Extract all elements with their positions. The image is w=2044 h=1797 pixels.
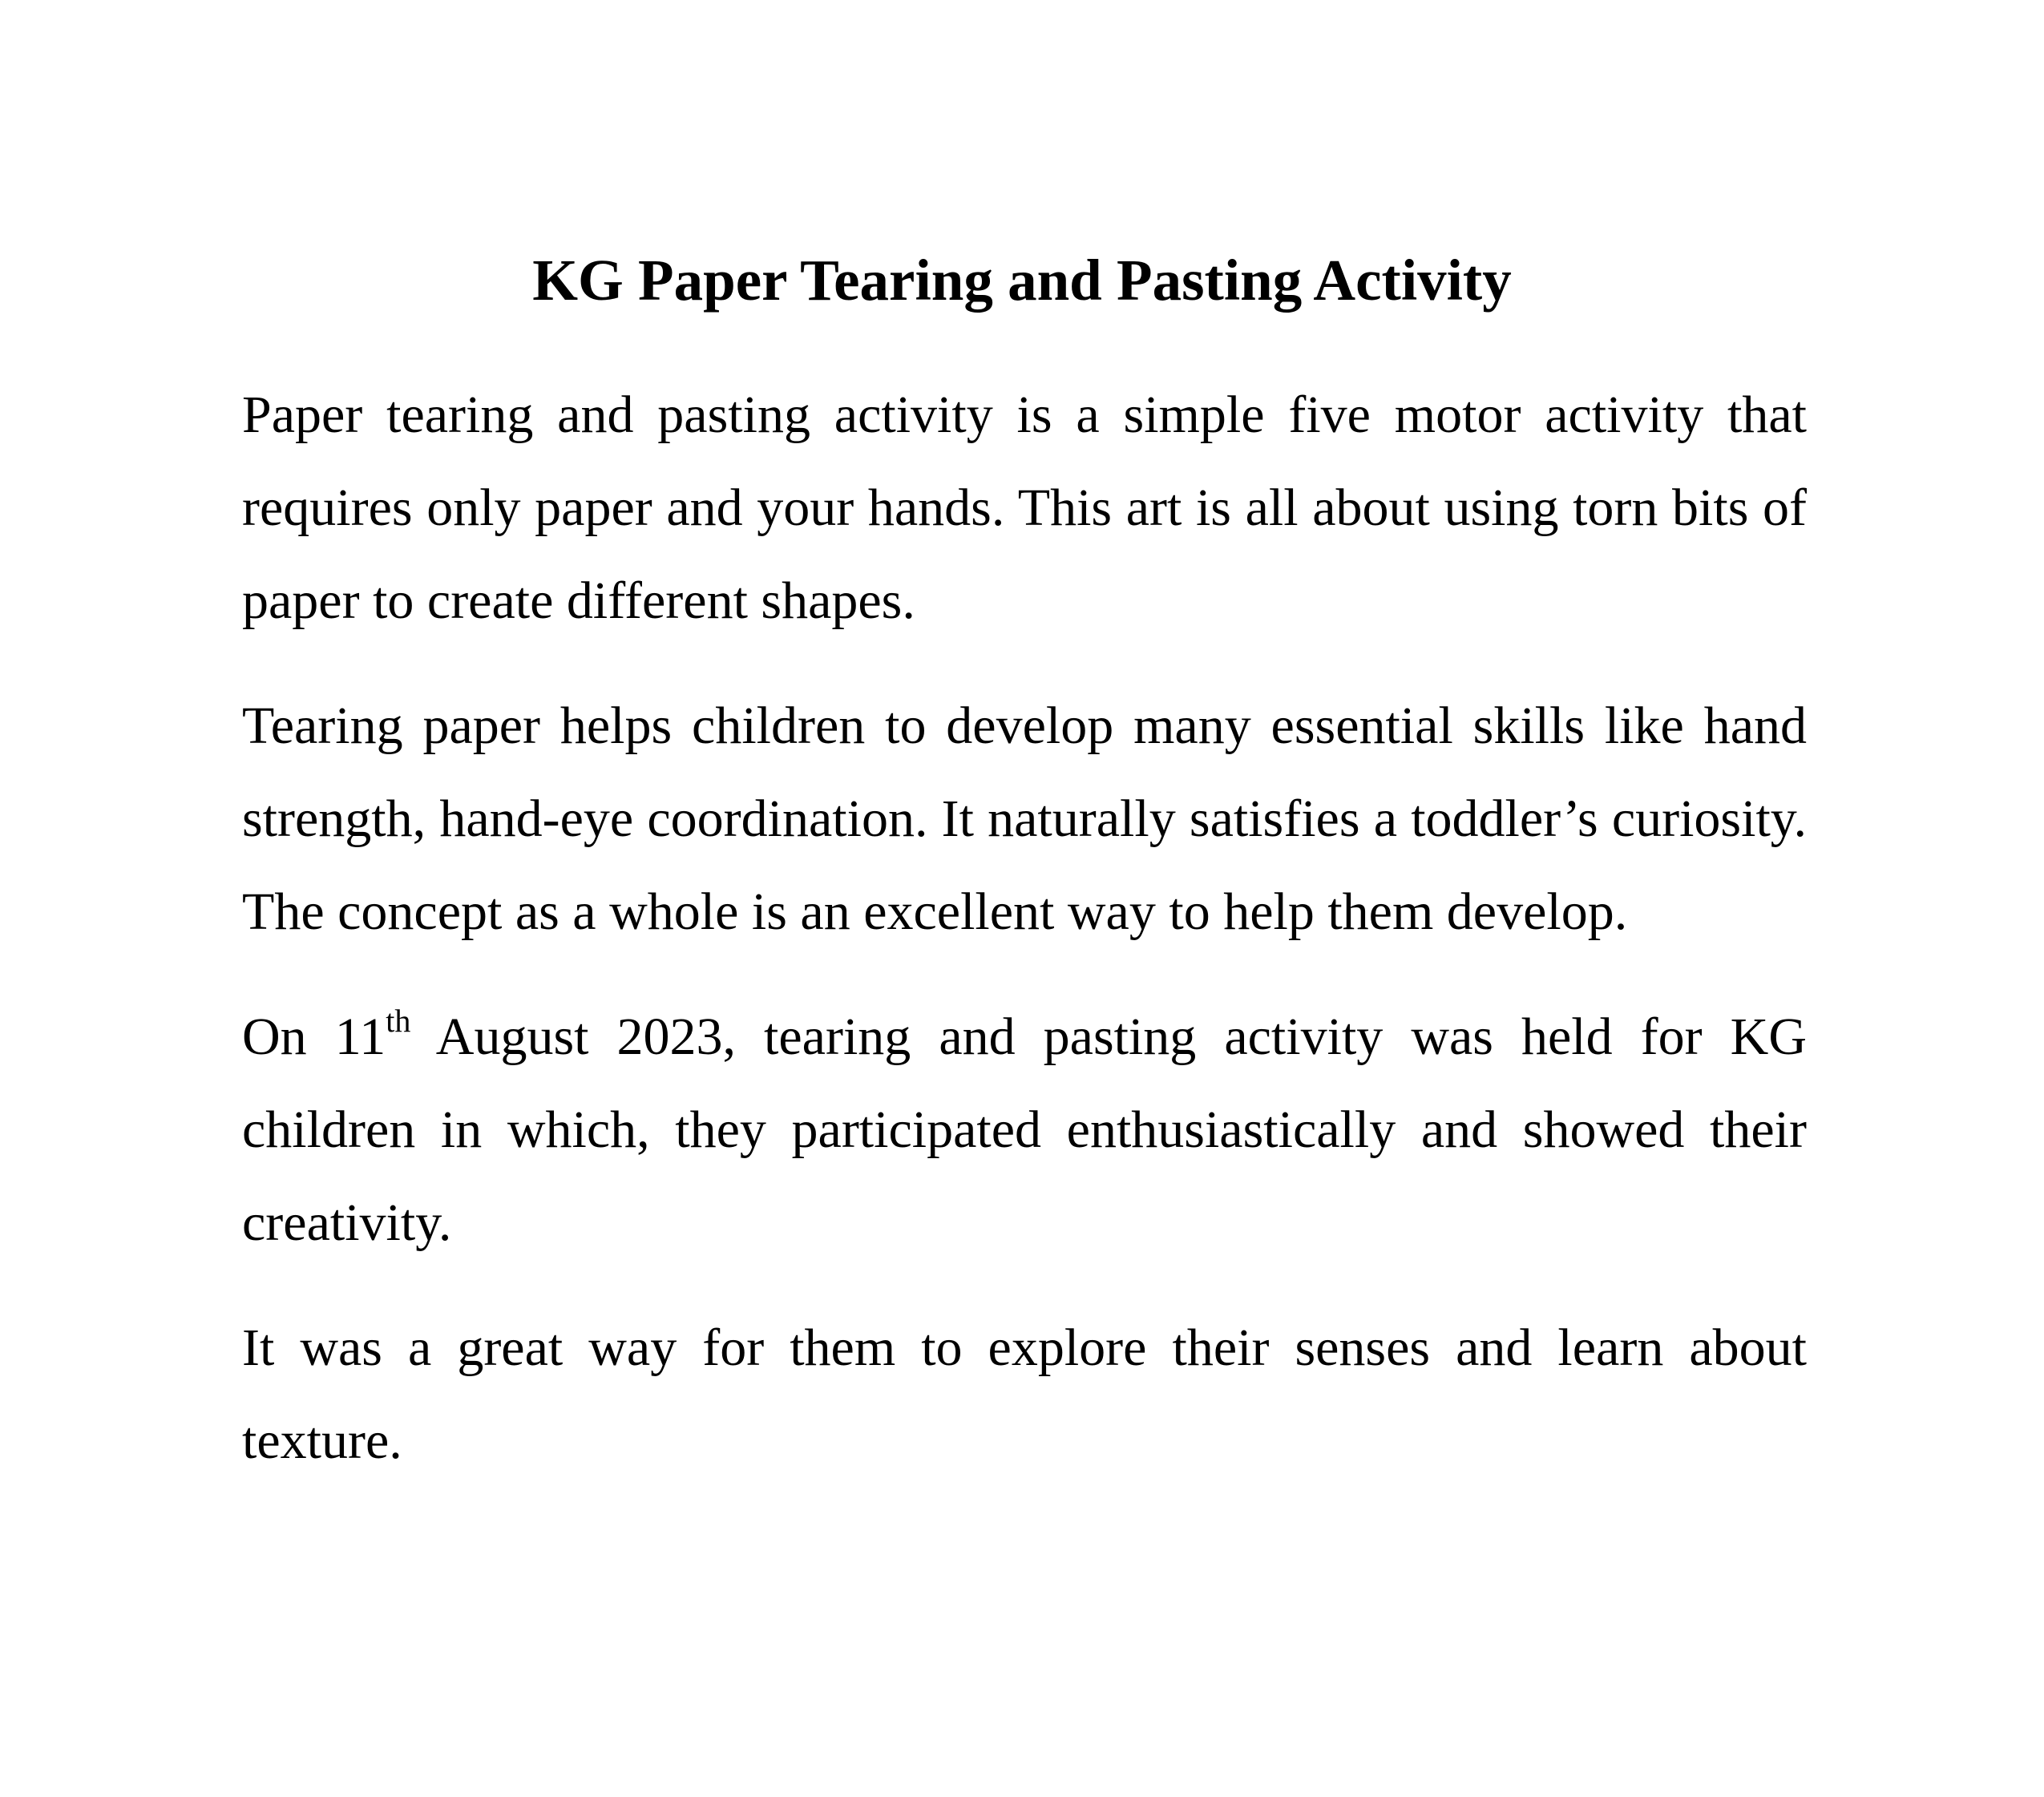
paragraph-closing: It was a great way for them to explore their senses and learn about texture. bbox=[242, 1318, 1807, 1470]
paragraph-event bbox=[242, 991, 1807, 1270]
event-text-rest: August 2023, tearing and pasting activity was held for KG children in which, they participated enthusiastically and showed their creativity. bbox=[242, 1008, 1807, 1252]
event-day: 11 bbox=[334, 1008, 386, 1066]
document-body bbox=[242, 369, 1807, 1520]
document-title: KG Paper Tearing and Pasting Activity bbox=[532, 248, 1512, 313]
paragraph-intro: Paper tearing and pasting activity is a simple five motor activity that requires only paper and your hands. This art is all about using torn bits of paper to create different shapes. bbox=[242, 386, 1807, 630]
event-text-lead: On bbox=[242, 1008, 335, 1066]
event-day-suffix: th bbox=[386, 1003, 411, 1039]
paragraph-benefits: Tearing paper helps children to develop many essential skills like hand strength, hand-eye coordination. It naturally satisfies a toddler’s curiosity. The concept as a whole is an excellent way to help them develop. bbox=[242, 697, 1807, 941]
